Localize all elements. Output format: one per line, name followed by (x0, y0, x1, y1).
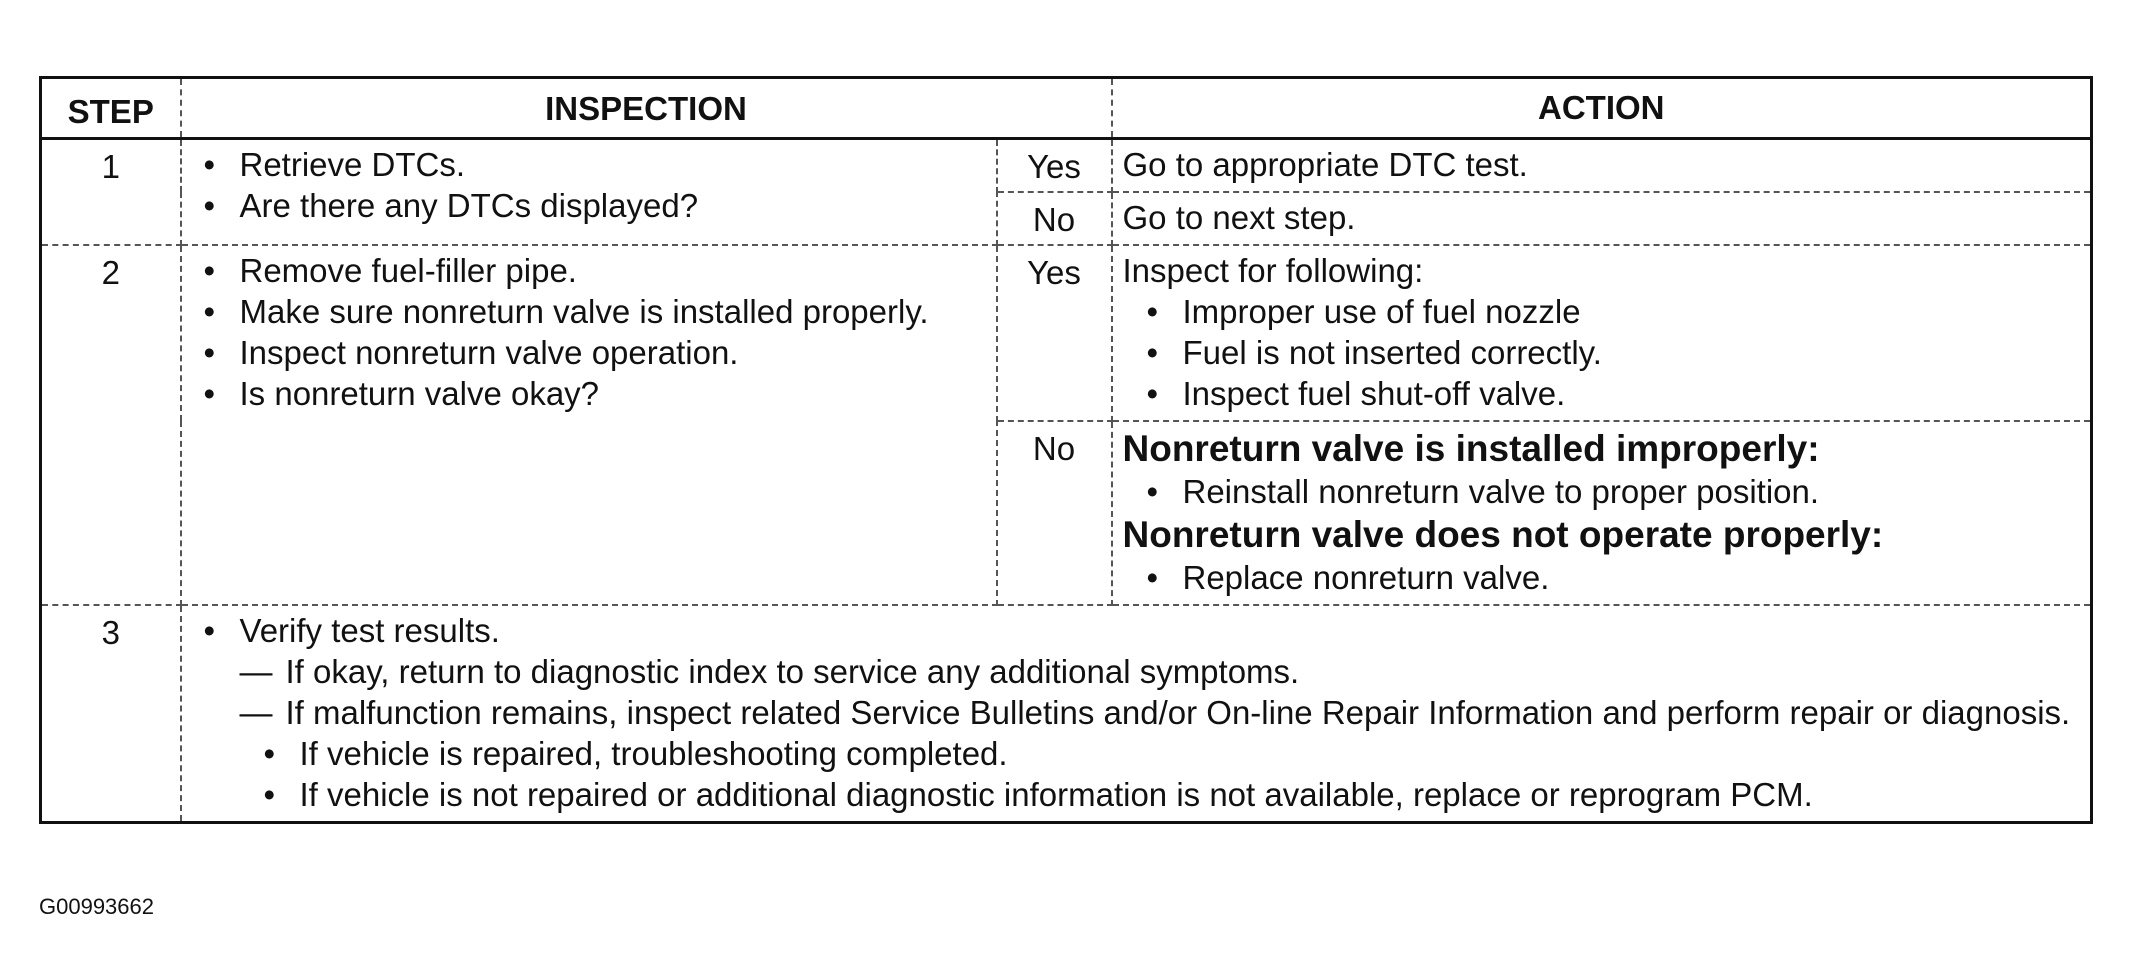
result-item: • If vehicle is repaired, troubleshooting completed. (240, 733, 2081, 774)
no-label: No (997, 421, 1112, 605)
result-item: • If vehicle is not repaired or additional diagnostic information is not available, replace or reprogram PCM. (240, 774, 2081, 815)
step-number: 2 (41, 245, 181, 605)
action-item: • Fuel is not inserted correctly. (1123, 332, 2081, 373)
action-heading: Inspect for following: (1122, 252, 1424, 289)
inspection-item: • Inspect nonreturn valve operation. (192, 332, 986, 373)
no-action: Go to next step. (1112, 192, 2092, 245)
inspection-item: • Is nonreturn valve okay? (192, 373, 986, 414)
header-step: STEP (41, 78, 181, 139)
result-text: If malfunction remains, inspect related Service Bulletins and/or On-line Repair Information and perform repair or diagnosis. (285, 694, 2071, 731)
yes-action: Go to appropriate DTC test. (1112, 139, 2092, 193)
yes-label: Yes (997, 245, 1112, 421)
action-item: • Inspect fuel shut-off valve. (1123, 373, 2081, 414)
action-item: • Improper use of fuel nozzle (1123, 291, 2081, 332)
no-action (1112, 421, 2092, 605)
header-action: ACTION (1112, 78, 2092, 139)
dash-glyph: — (239, 694, 273, 731)
table-row (41, 605, 2092, 823)
result-line (192, 651, 2081, 692)
step-number: 3 (41, 605, 181, 823)
dash-glyph: — (239, 653, 273, 690)
diagnostic-table (39, 76, 2093, 824)
result-text: If okay, return to diagnostic index to service any additional symptoms. (285, 653, 1300, 690)
inspection-cell (181, 605, 2092, 823)
yes-label: Yes (997, 139, 1112, 193)
action-item: • Reinstall nonreturn valve to proper position. (1123, 471, 2081, 512)
inspection-item: • Remove fuel-filler pipe. (192, 250, 986, 291)
inspection-cell (181, 245, 997, 605)
action-item: • Replace nonreturn valve. (1123, 557, 2081, 598)
header-row (41, 78, 2092, 139)
inspection-item: • Verify test results. (192, 610, 2081, 651)
step-number: 1 (41, 139, 181, 246)
action-heading: Nonreturn valve does not operate properly: (1122, 514, 1884, 555)
inspection-cell (181, 139, 997, 246)
inspection-item: • Retrieve DTCs. (192, 144, 986, 185)
yes-action (1112, 245, 2092, 421)
header-inspection: INSPECTION (181, 78, 1112, 139)
figure-id: G00993662 (39, 894, 154, 919)
table-row (41, 139, 2092, 193)
action-heading: Nonreturn valve is installed improperly: (1122, 428, 1820, 469)
result-line (192, 692, 2081, 733)
inspection-item: • Are there any DTCs displayed? (192, 185, 986, 226)
no-label: No (997, 192, 1112, 245)
inspection-item: • Make sure nonreturn valve is installed properly. (192, 291, 986, 332)
table-row (41, 245, 2092, 421)
